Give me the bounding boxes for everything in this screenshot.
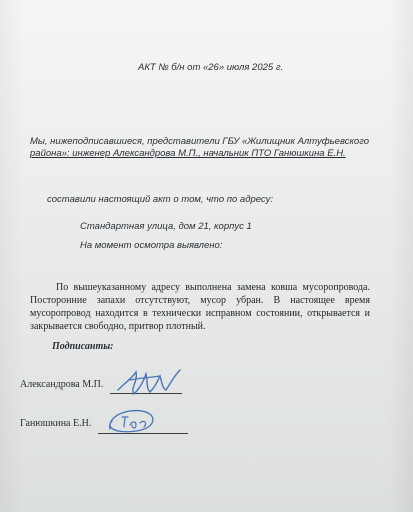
signer-1-name: Александрова М.П.	[20, 379, 104, 390]
intro-line-1: Мы, нижеподписавшиеся, представители ГБУ «Жилищник Алтуфьевского	[30, 136, 370, 147]
act-title: АКТ № б/н от «26» июля 2025 г.	[138, 62, 284, 73]
inspection-line: На момент осмотра выявлено:	[80, 240, 223, 251]
body-paragraph: По вышеуказанному адресу выполнена замена ковша мусоропровода. Посторонние запахи отсутствуют, мусор убран. В настоящее время мусоропровод находится в технически исправном состоянии, открывается и закрывается свободно, притвор плотный.	[30, 282, 370, 332]
signature-2-icon	[100, 407, 162, 437]
signers-label: Подписанты:	[52, 341, 114, 352]
signature-1-icon	[112, 364, 188, 400]
signer-2-name: Ганюшкина Е.Н.	[20, 418, 92, 429]
intro-line-2: района»: инженер Александрова М.П., начальник ПТО Ганюшкина Е.Н.	[30, 148, 346, 159]
statement-line: составили настоящий акт о том, что по адресу:	[47, 194, 273, 205]
address-line: Стандартная улица, дом 21, корпус 1	[80, 221, 252, 232]
